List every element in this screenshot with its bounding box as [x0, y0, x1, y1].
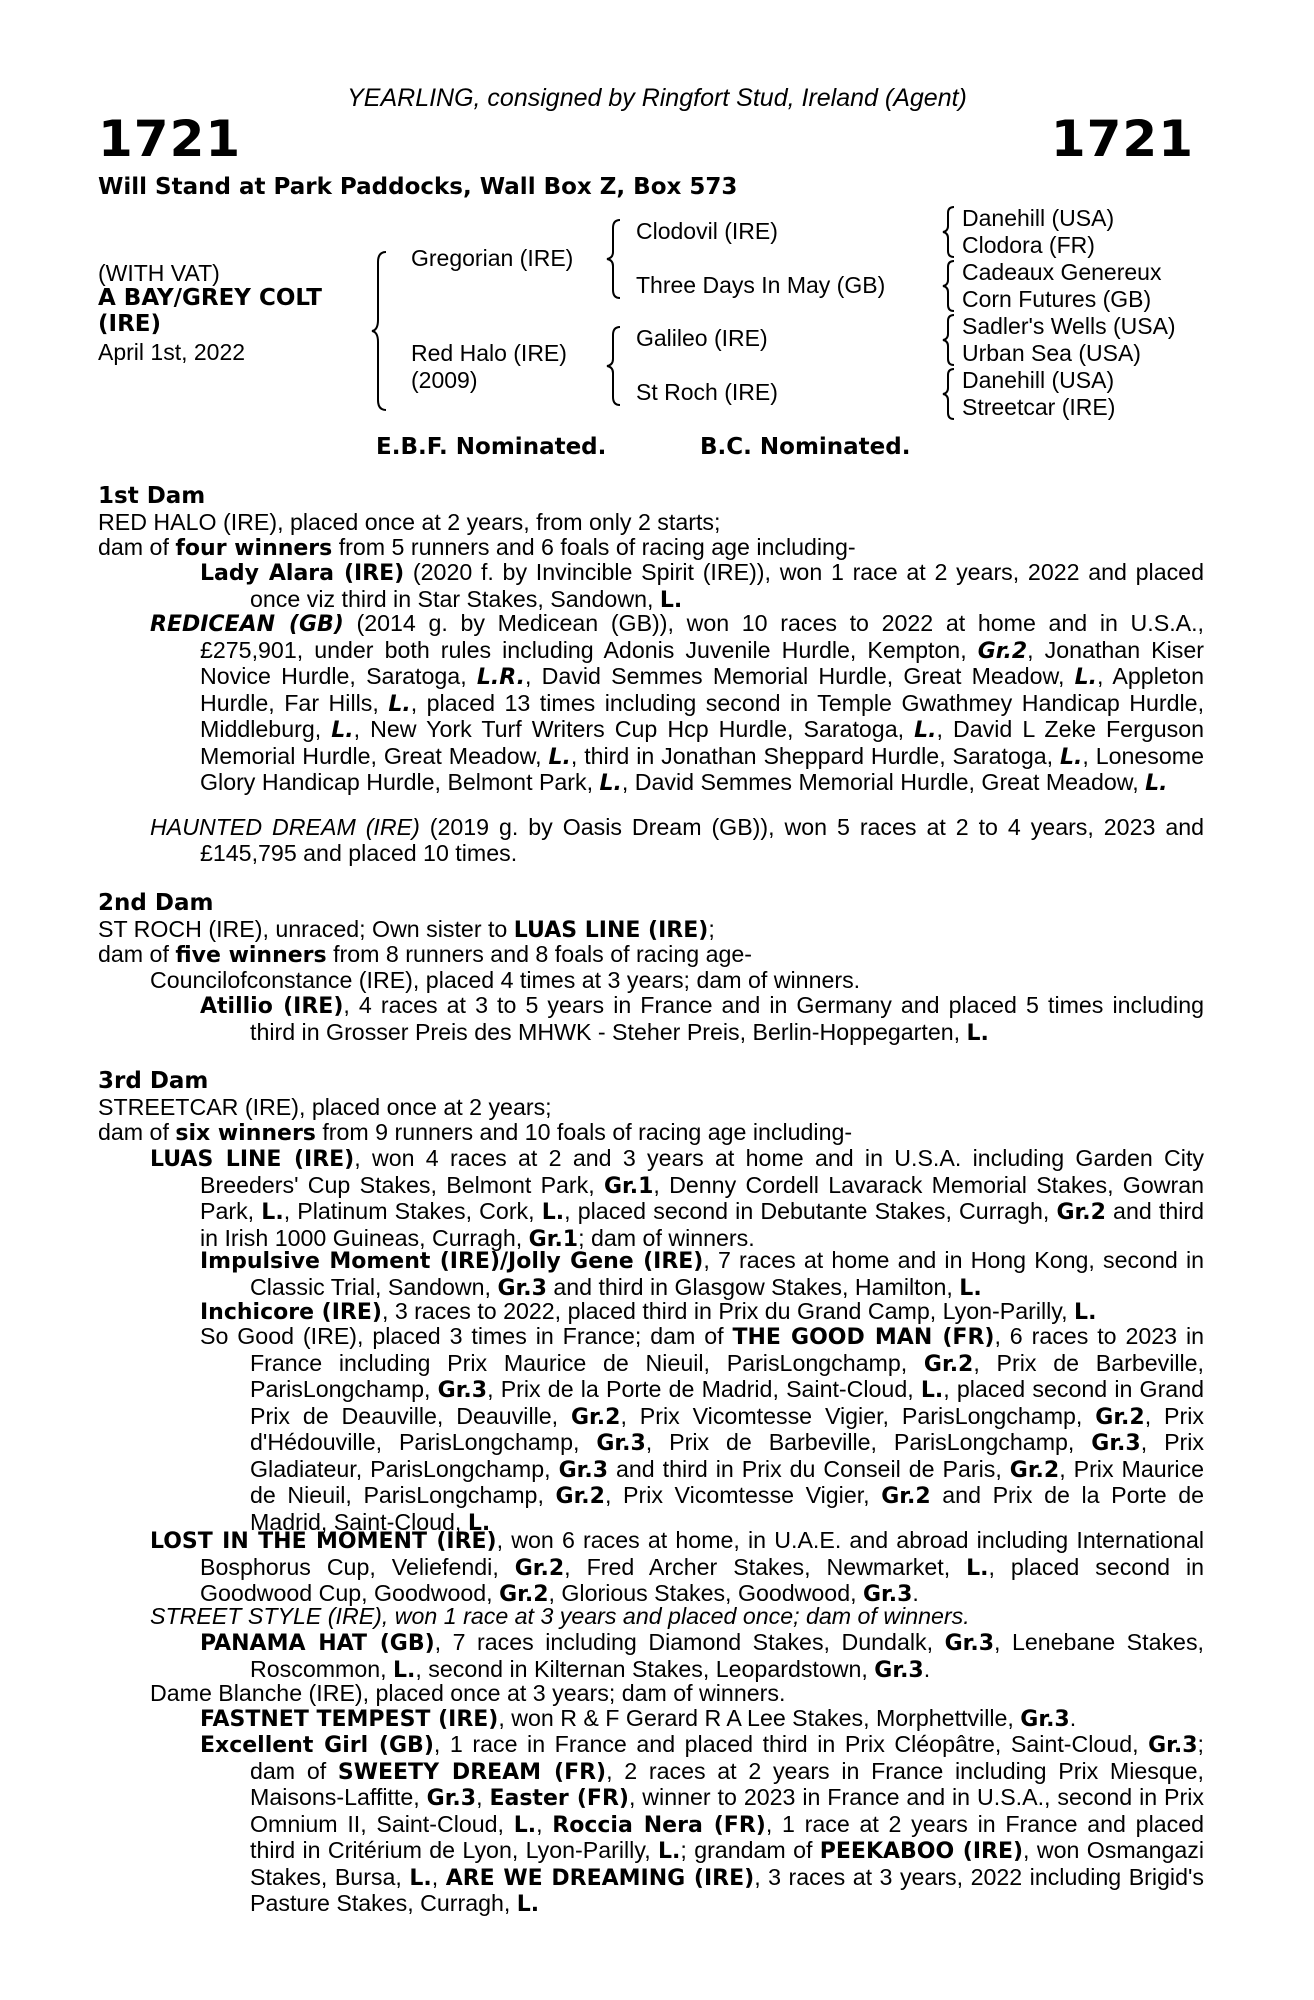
progeny-entry: So Good (IRE), placed 3 times in France; dam of THE GOOD MAN (FR), 6 races to 2023 in France including Prix Maurice de Nieuil, ParisLongchamp, Gr.2, Prix de Barbeville, ParisLongchamp, Gr.3, Prix de la Porte de Madrid, Saint-Cloud, L., placed second in Grand Prix de Deauville, Deauville, Gr.2, Prix Vicomtesse Vigier, ParisLongchamp, Gr.2, Prix d'Hédouville, ParisLongchamp, Gr.3, Prix de Barbeville, ParisLongchamp, Gr.3, Prix Gladiateur, ParisLongchamp, Gr.3 and third in Prix du Conseil de Paris, Gr.2, Prix Maurice de Nieuil, ParisLongchamp, Gr.2, Prix Vicomtesse Vigier, Gr.2 and Prix de la Porte de Madrid, Saint-Cloud, L. [200, 1323, 1205, 1536]
progeny-entry: Councilofconstance (IRE), placed 4 times at 3 years; dam of winners. [150, 967, 861, 993]
ebf-nomination: E.B.F. Nominated. [376, 434, 607, 460]
third-dam-line: STREETCAR (IRE), placed once at 2 years; [98, 1094, 552, 1120]
pedigree-brace [605, 325, 625, 407]
progeny-entry: Impulsive Moment (IRE)/Jolly Gene (IRE), 7 races at home and in Hong Kong, second in Classic Trial, Sandown, Gr.3 and third in Glasgow Stakes, Hamilton, L. [200, 1247, 1204, 1301]
first-dam-line: RED HALO (IRE), placed once at 2 years, from only 2 starts; [98, 509, 721, 535]
foaling-date: April 1st, 2022 [98, 339, 246, 365]
g-ancestor-5: Sadler's Wells (USA) [962, 313, 1176, 339]
g-ancestor-8: Streetcar (IRE) [962, 394, 1116, 420]
sire-sire: Clodovil (IRE) [636, 218, 778, 244]
pedigree-brace [940, 367, 958, 421]
progeny-entry: Excellent Girl (GB), 1 race in France and placed third in Prix Cléopâtre, Saint-Cloud, Gr.3; dam of SWEETY DREAM (FR), 2 races at 2 years in France including Prix Miesque, Maisons-Laffitte, Gr.3, Easter (FR), winner to 2023 in France and in U.S.A., second in Prix Omnium II, Saint-Cloud, L., Roccia Nera (FR), 1 race at 2 years in France and placed third in Critérium de Lyon, Lyon-Parilly, L.; grandam of PEEKABOO (IRE), won Osmangazi Stakes, Bursa, L., ARE WE DREAMING (IRE), 3 races at 3 years, 2022 including Brigid's Pasture Stakes, Curragh, L. [200, 1731, 1205, 1917]
g-ancestor-1: Danehill (USA) [962, 205, 1115, 231]
sale-subtitle: YEARLING, consigned by Ringfort Stud, Ireland (Agent) [347, 84, 967, 112]
dam-year: (2009) [411, 367, 478, 393]
horse-description: A BAY/GREY COLT [98, 285, 322, 311]
pedigree-brace [370, 250, 392, 412]
g-ancestor-6: Urban Sea (USA) [962, 340, 1141, 366]
sire-dam: Three Days In May (GB) [636, 272, 886, 298]
dam-dam: St Roch (IRE) [636, 379, 778, 405]
g-ancestor-7: Danehill (USA) [962, 367, 1115, 393]
horse-origin: (IRE) [98, 311, 162, 337]
stand-location: Will Stand at Park Paddocks, Wall Box Z, Box 573 [98, 174, 738, 200]
progeny-entry: Lady Alara (IRE) (2020 f. by Invincible Spirit (IRE)), won 1 race at 2 years, 2022 and placed once viz third in Star Stakes, Sandown, L. [200, 559, 1204, 613]
third-dam-produce-line: dam of six winners from 9 runners and 10 foals of racing age including- [98, 1119, 853, 1146]
vat-note: (WITH VAT) [98, 260, 220, 286]
progeny-entry: LOST IN THE MOMENT (IRE), won 6 races at home, in U.A.E. and abroad including International Bosphorus Cup, Veliefendi, Gr.2, Fred Archer Stakes, Newmarket, L., placed second in Goodwood Cup, Goodwood, Gr.2, Glorious Stakes, Goodwood, Gr.3. [150, 1527, 1205, 1607]
progeny-entry: Atillio (IRE), 4 races at 3 to 5 years in France and in Germany and placed 5 times including third in Grosser Preis des MHWK - Steher Preis, Berlin-Hoppegarten, L. [200, 992, 1204, 1046]
progeny-entry: PANAMA HAT (GB), 7 races including Diamond Stakes, Dundalk, Gr.3, Lenebane Stakes, Roscommon, L., second in Kilternan Stakes, Leopardstown, Gr.3. [200, 1629, 1204, 1683]
progeny-entry: STREET STYLE (IRE), won 1 race at 3 years and placed once; dam of winners. [150, 1603, 970, 1629]
lot-number-right: 1721 [1050, 110, 1194, 168]
g-ancestor-4: Corn Futures (GB) [962, 286, 1152, 312]
dam-name: Red Halo (IRE) [411, 340, 567, 366]
first-dam-heading: 1st Dam [98, 483, 206, 509]
progeny-entry: LUAS LINE (IRE), won 4 races at 2 and 3 years at home and in U.S.A. including Garden City Breeders' Cup Stakes, Belmont Park, Gr.1, Denny Cordell Lavarack Memorial Stakes, Gowran Park, L., Platinum Stakes, Cork, L., placed second in Debutante Stakes, Curragh, Gr.2 and third in Irish 1000 Guineas, Curragh, Gr.1; dam of winners. [150, 1145, 1205, 1252]
sire-name: Gregorian (IRE) [411, 245, 574, 271]
second-dam-heading: 2nd Dam [98, 890, 214, 916]
third-dam-heading: 3rd Dam [98, 1068, 209, 1094]
second-dam-line: ST ROCH (IRE), unraced; Own sister to LUAS LINE (IRE); [98, 916, 715, 943]
g-ancestor-2: Clodora (FR) [962, 232, 1095, 258]
progeny-entry: Inchicore (IRE), 3 races to 2022, placed third in Prix du Grand Camp, Lyon-Parilly, L. [200, 1298, 1097, 1325]
progeny-entry: Dame Blanche (IRE), placed once at 3 years; dam of winners. [150, 1680, 786, 1706]
pedigree-brace [940, 313, 958, 367]
g-ancestor-3: Cadeaux Genereux [962, 259, 1162, 285]
first-dam-produce-line: dam of four winners from 5 runners and 6 foals of racing age including- [98, 534, 856, 561]
pedigree-brace [940, 259, 958, 313]
pedigree-brace [940, 205, 958, 259]
progeny-entry: FASTNET TEMPEST (IRE), won R & F Gerard R A Lee Stakes, Morphettville, Gr.3. [200, 1705, 1077, 1732]
dam-sire: Galileo (IRE) [636, 325, 768, 351]
pedigree-brace [605, 218, 625, 300]
progeny-entry: HAUNTED DREAM (IRE) (2019 g. by Oasis Dream (GB)), won 5 races at 2 to 4 years, 2023 and £145,795 and placed 10 times. [150, 814, 1205, 866]
bc-nomination: B.C. Nominated. [700, 434, 911, 460]
second-dam-produce-line: dam of five winners from 8 runners and 8 foals of racing age- [98, 941, 752, 968]
progeny-entry: REDICEAN (GB) (2014 g. by Medicean (GB)), won 10 races to 2022 at home and in U.S.A., £275,901, under both rules including Adonis Juvenile Hurdle, Kempton, Gr.2, Jonathan Kiser Novice Hurdle, Saratoga, L.R., David Semmes Memorial Hurdle, Great Meadow, L., Appleton Hurdle, Far Hills, L., placed 13 times including second in Temple Gwathmey Handicap Hurdle, Middleburg, L., New York Turf Writers Cup Hcp Hurdle, Saratoga, L., David L Zeke Ferguson Memorial Hurdle, Great Meadow, L., third in Jonathan Sheppard Hurdle, Saratoga, L., Lonesome Glory Handicap Hurdle, Belmont Park, L., David Semmes Memorial Hurdle, Great Meadow, L. [150, 610, 1205, 796]
lot-number-left: 1721 [98, 110, 242, 168]
